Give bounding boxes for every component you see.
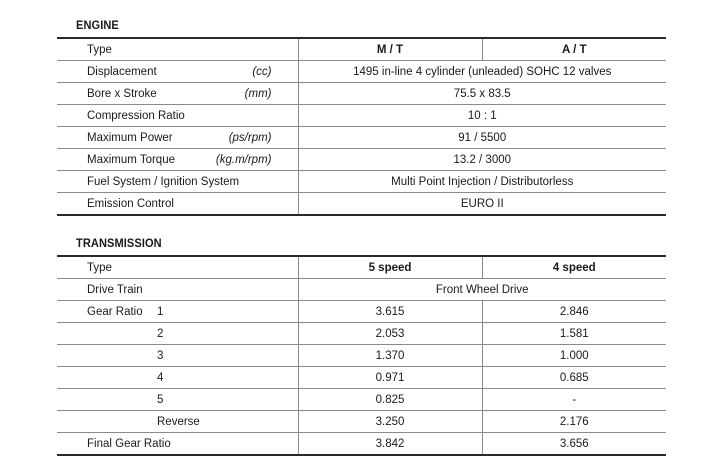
row-value: 1495 in-line 4 cylinder (unleaded) SOHC 12 valves (298, 61, 666, 83)
row-label (57, 149, 298, 171)
row-label (57, 193, 298, 216)
transmission-col-4speed: 4 speed (482, 256, 666, 279)
engine-col-mt: M / T (298, 38, 482, 61)
row-value: 91 / 5500 (298, 127, 666, 149)
gear-value-5speed: 3.250 (298, 411, 482, 433)
table-row (57, 323, 666, 345)
gear-value-4speed: - (482, 389, 666, 411)
gear-label (57, 411, 298, 433)
table-row (57, 279, 666, 301)
row-value: 75.5 x 83.5 (298, 83, 666, 105)
table-row (57, 411, 666, 433)
transmission-type-label: Type (57, 256, 298, 279)
row-label-text: Emission Control (87, 197, 174, 210)
table-row (57, 171, 666, 193)
final-gear-value-4speed: 3.656 (482, 433, 666, 456)
table-row (57, 105, 666, 127)
gear-label (57, 389, 298, 411)
row-value: Multi Point Injection / Distributorless (298, 171, 666, 193)
drive-train-value: Front Wheel Drive (298, 279, 666, 301)
row-label-text: Compression Ratio (87, 109, 185, 122)
row-label (57, 83, 298, 105)
gear-value-5speed: 0.825 (298, 389, 482, 411)
table-row (57, 61, 666, 83)
gear-ratio-label (57, 301, 298, 323)
row-label-text: Displacement (87, 65, 157, 78)
engine-spec-table (57, 37, 666, 216)
gear-number: 5 (157, 393, 164, 406)
table-row (57, 301, 666, 323)
gear-number: 4 (157, 371, 164, 384)
table-row (57, 367, 666, 389)
final-gear-value-5speed: 3.842 (298, 433, 482, 456)
table-row (57, 389, 666, 411)
table-row (57, 433, 666, 456)
gear-label (57, 323, 298, 345)
gear-value-4speed: 2.846 (482, 301, 666, 323)
gear-number: 2 (157, 327, 164, 340)
gear-value-4speed: 1.000 (482, 345, 666, 367)
gear-number: 1 (157, 305, 164, 318)
gear-label (57, 345, 298, 367)
final-gear-ratio-label: Final Gear Ratio (57, 433, 298, 456)
engine-col-at: A / T (482, 38, 666, 61)
row-unit: (cc) (252, 65, 272, 78)
row-label-text: Maximum Torque (87, 153, 175, 166)
gear-value-4speed: 2.176 (482, 411, 666, 433)
transmission-section-title: TRANSMISSION (76, 236, 162, 250)
gear-value-4speed: 0.685 (482, 367, 666, 389)
row-label (57, 127, 298, 149)
gear-value-5speed: 3.615 (298, 301, 482, 323)
table-row (57, 345, 666, 367)
row-label-text: Bore x Stroke (87, 87, 157, 100)
table-row (57, 149, 666, 171)
table-row (57, 127, 666, 149)
row-unit: (mm) (244, 87, 272, 100)
row-value: EURO II (298, 193, 666, 216)
gear-value-5speed: 0.971 (298, 367, 482, 389)
row-label-text: Maximum Power (87, 131, 173, 144)
row-label-text: Fuel System / Ignition System (87, 175, 240, 188)
table-row (57, 193, 666, 216)
gear-ratio-label-text: Gear Ratio (87, 305, 143, 318)
transmission-header-row (57, 256, 666, 279)
gear-value-5speed: 1.370 (298, 345, 482, 367)
engine-header-row (57, 38, 666, 61)
row-unit: (kg.m/rpm) (215, 153, 272, 166)
row-label (57, 105, 298, 127)
table-row (57, 83, 666, 105)
transmission-spec-table (57, 255, 666, 456)
engine-section-title: ENGINE (76, 18, 119, 32)
row-value: 10 : 1 (298, 105, 666, 127)
gear-number: 3 (157, 349, 164, 362)
drive-train-label: Drive Train (57, 279, 298, 301)
engine-type-label: Type (57, 38, 298, 61)
row-unit: (ps/rpm) (228, 131, 272, 144)
row-value: 13.2 / 3000 (298, 149, 666, 171)
transmission-col-5speed: 5 speed (298, 256, 482, 279)
gear-reverse: Reverse (157, 415, 200, 428)
row-label (57, 61, 298, 83)
gear-label (57, 367, 298, 389)
gear-value-5speed: 2.053 (298, 323, 482, 345)
gear-value-4speed: 1.581 (482, 323, 666, 345)
row-label (57, 171, 298, 193)
